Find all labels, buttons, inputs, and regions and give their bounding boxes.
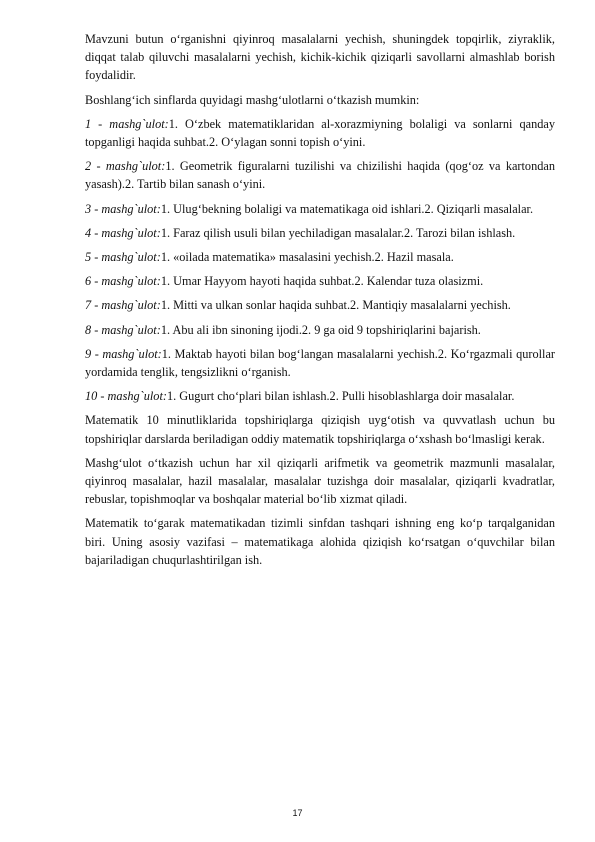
lesson-text: 1. Geometrik figuralarni tuzilishi va chizilishi haqida (qog‘oz va kartondan yasash).2. Tartib bilan sanash o‘yini. [85,159,555,192]
after-paragraph-1: Matematik 10 minutliklarida topshiriqlarga qiziqish uyg‘otish va quvvatlash uchun bu topshiriqlar darslarda beriladigan oddiy matematik topshiriqlarga o‘xshash bo‘lmasligi kerak. [85,413,555,446]
after-paragraph-3: Matematik to‘garak matematikadan tizimli sinfdan tashqari ishning eng ko‘p tarqalganidan biri. Uning asosiy vazifasi – matematikaga alohida qiziqish ko‘rsatgan o‘quvchilar bilan bajariladigan chuqurlashtirilgan ish. [85,516,555,567]
page-number: 17 [292,808,303,818]
lesson-text: 1. Ulug‘bekning bolaligi va matematikaga oid ishlari.2. Qiziqarli masalalar. [160,201,534,216]
lesson-label: 5 - mashg`ulot: [85,250,161,265]
lesson-label: 10 - mashg`ulot: [85,389,167,404]
document-body [85,30,555,575]
lesson-label: 7 - mashg`ulot: [85,298,161,313]
lesson-text: 1. Mitti va ulkan sonlar haqida suhbat.2. Mantiqiy masalalarni yechish. [160,298,511,313]
lesson-text: 1. O‘zbek matematiklaridan al-xorazmiyning bolaligi va sonlarni qanday topganligi haqida suhbat.2. O‘ylagan sonni topish o‘yini. [85,116,556,150]
lesson-label: 9 - mashg`ulot: [85,346,162,361]
after-paragraph-2: Mashg‘ulot o‘tkazish uchun har xil qiziqarli arifmetik va geometrik mazmunli masalalar, qiyinroq masalalar, hazil masalalar, masalalar tuzishga doir masalalar, qiziqarli kvadratlar, rebuslar, topishmoqlar va boshqalar material bo‘lib xizmat qiladi. [85,455,555,507]
lesson-text: 1. Faraz qilish usuli bilan yechiladigan masalalar.2. Tarozi bilan ishlash. [160,225,516,240]
lesson-label: 3 - mashg`ulot: [85,201,161,216]
lesson-text: 1. Maktab hayoti bilan bog‘langan masalalarni yechish.2. Ko‘rgazmali qurollar yordamida tenglik, tengsizlikni o‘rganish. [85,346,555,380]
lesson-label: 1 - mashg`ulot: [85,116,169,131]
lesson-item [85,115,555,151]
lesson-text: 1. Umar Hayyom hayoti haqida suhbat.2. Kalendar tuza olasizmi. [160,274,484,289]
lead-paragraph: Boshlang‘ich sinflarda quyidagi mashg‘ulotlarni o‘tkazish mumkin: [85,92,420,107]
lesson-item [85,157,555,193]
lesson-label: 8 - mashg`ulot: [85,322,161,337]
lesson-text: 1. Abu ali ibn sinoning ijodi.2. 9 ga oid 9 topshiriqlarini bajarish. [160,322,481,337]
lesson-item [85,200,555,218]
lessons-list [85,115,555,406]
lesson-label: 2 - mashg`ulot: [85,159,166,174]
lesson-item [85,248,555,266]
intro-paragraph: Mavzuni butun o‘rganishni qiyinroq masalalarni yechish, shuningdek topqirlik, ziyraklik, diqqat talab qiluvchi masalalarni yechish, kichik-kichik qiziqarli savollarni almashlab borish foydalidir. [85,32,555,83]
lesson-item [85,345,555,381]
lesson-text: 1. Gugurt cho‘plari bilan ishlash.2. Pulli hisoblashlarga doir masalalar. [166,389,515,404]
lesson-item [85,296,555,314]
lesson-item [85,224,555,242]
lesson-label: 4 - mashg`ulot: [85,225,161,240]
lesson-label: 6 - mashg`ulot: [85,274,161,289]
lesson-item [85,321,555,339]
lesson-item [85,272,555,290]
lesson-text: 1. «oilada matematika» masalasini yechish.2. Hazil masala. [160,250,454,265]
lesson-item [85,387,555,405]
